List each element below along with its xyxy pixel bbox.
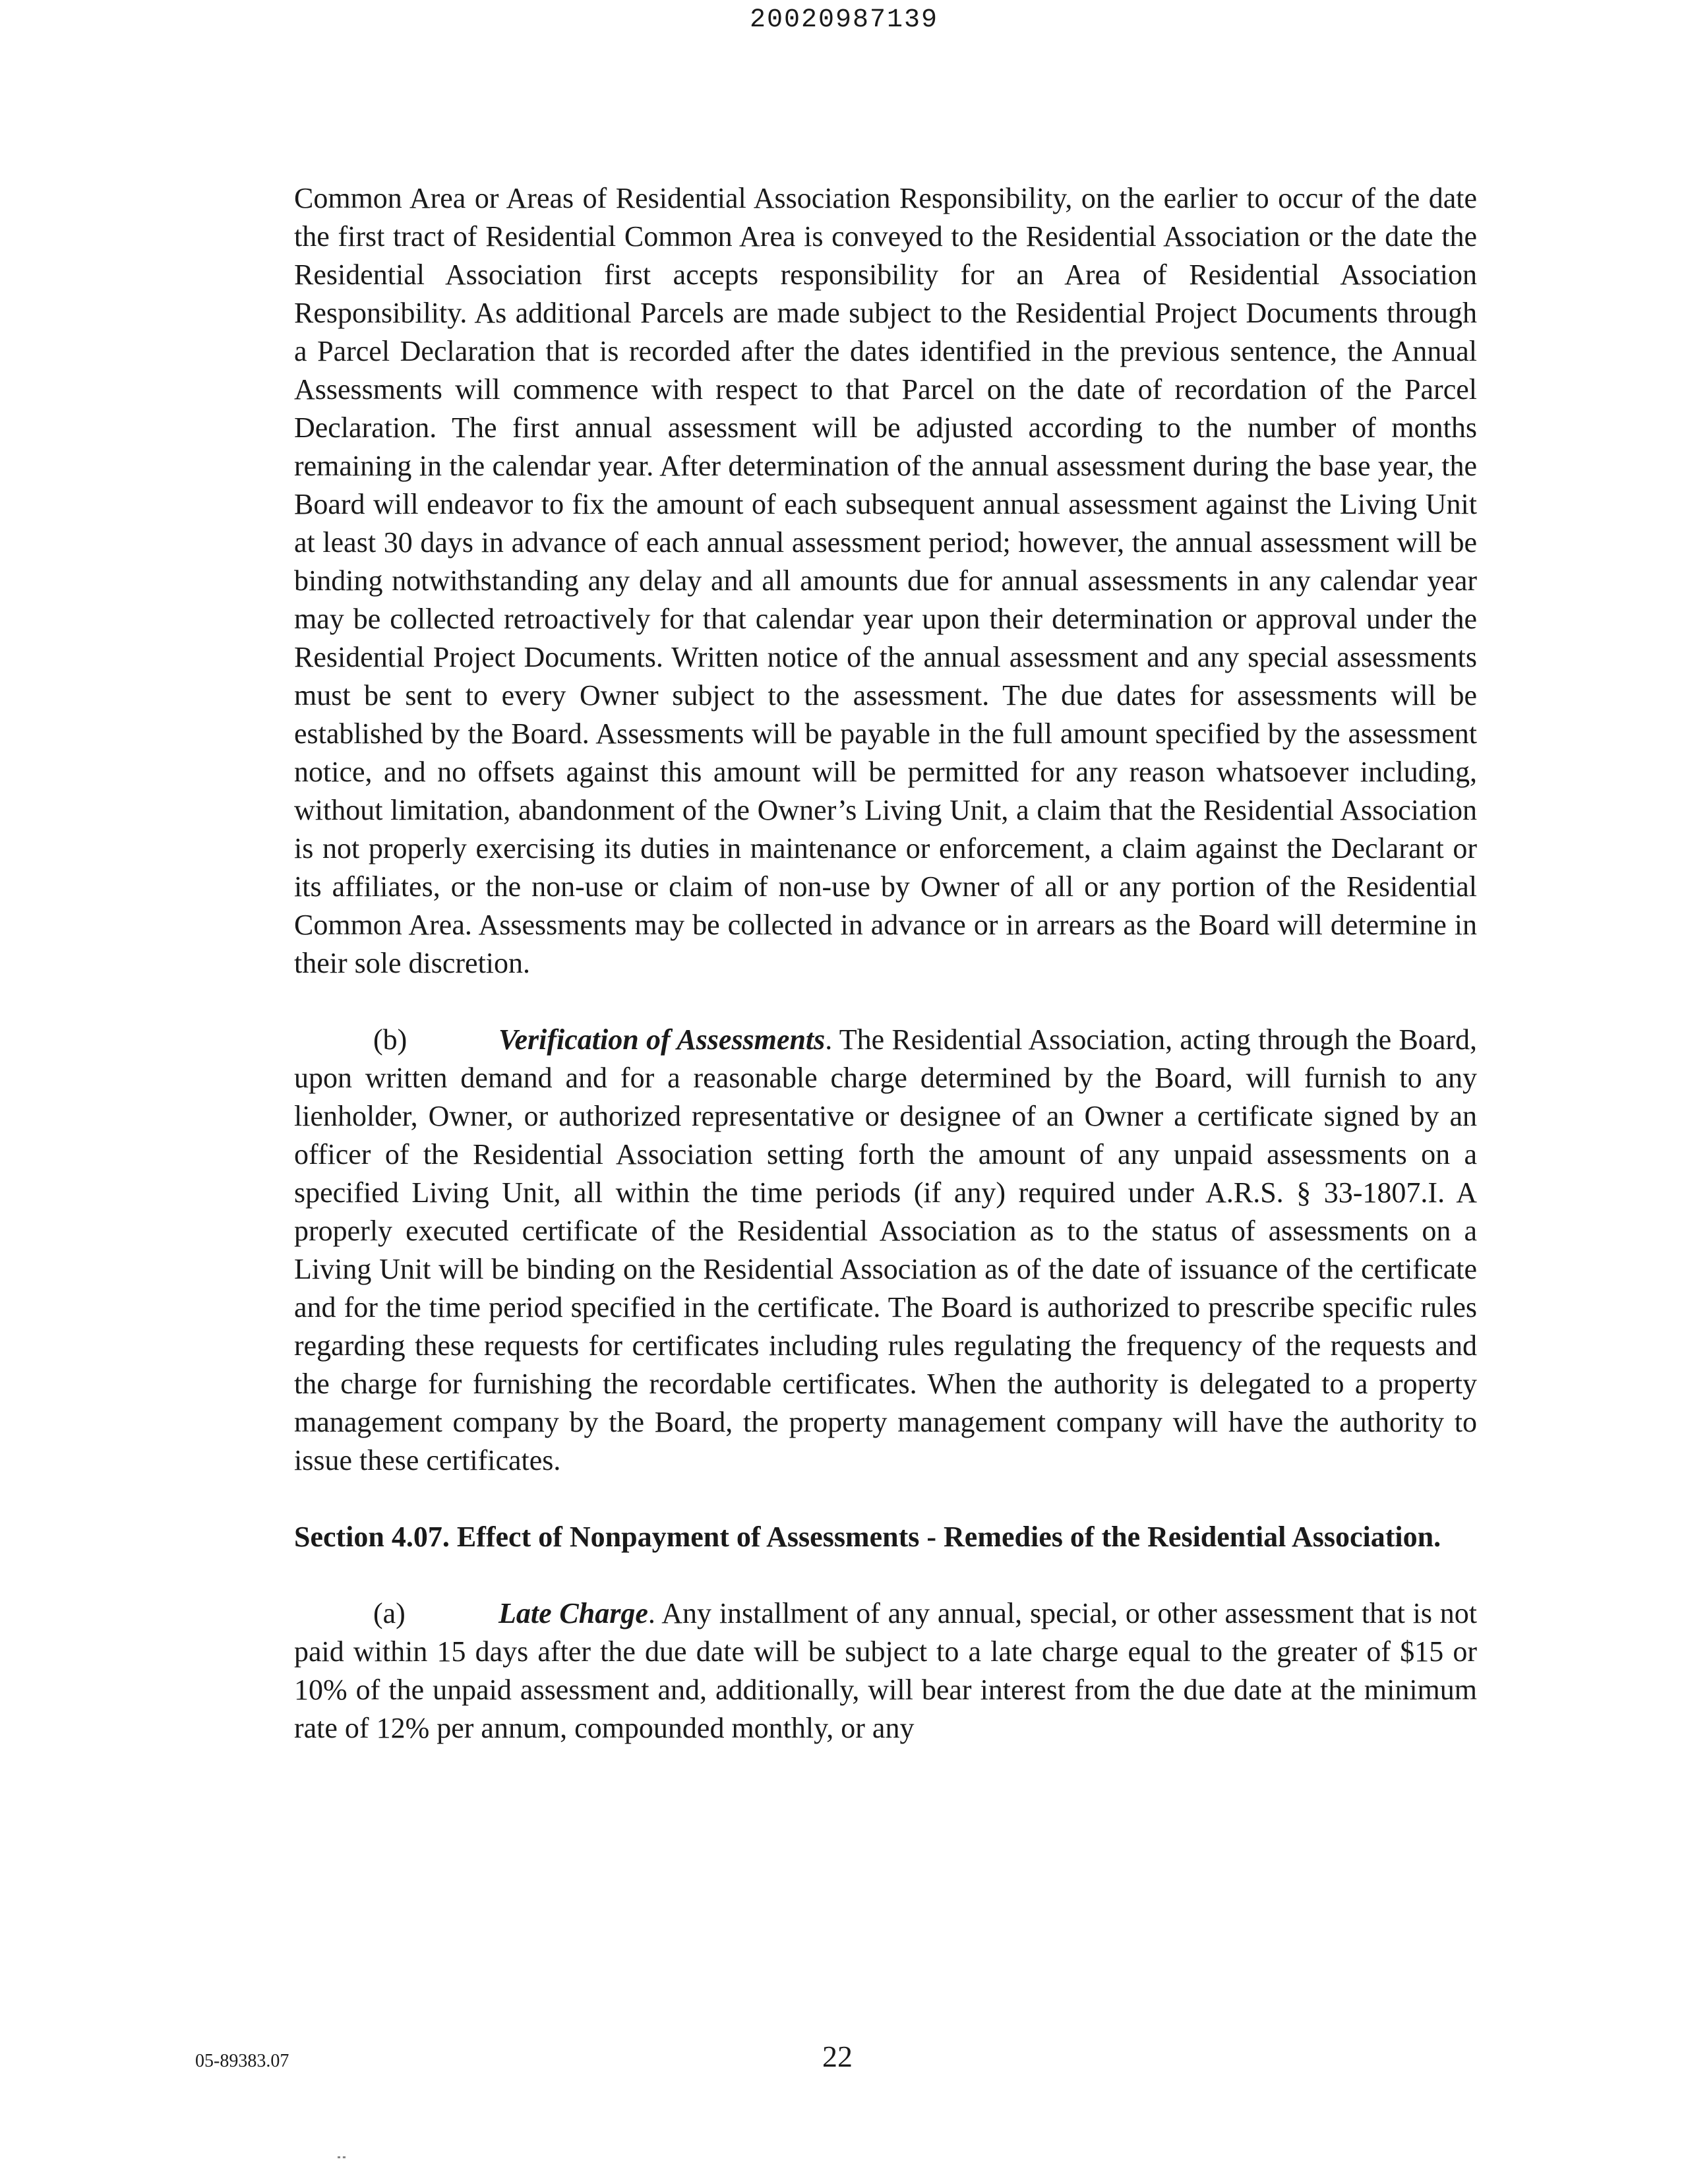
document-body: [294, 179, 1477, 1786]
verification-subheading: Verification of Assessments: [498, 1023, 826, 1056]
late-charge-text: . Any installment of any annual, special, or other assessment that is not paid within 15 days after the due date will be subject to a late charge equal to the greater of $15 or 10% of the unpaid assessment and, additionally, will bear interest from the due date at the minimum rate of 12% per annum, compounded monthly, or any: [294, 1597, 1477, 1744]
section-heading: Section 4.07. Effect of Nonpayment of Assessments - Remedies of the Residential Association.: [294, 1521, 1441, 1553]
verification-text: . The Residential Association, acting through the Board, upon written demand and for a reasonable charge determined by the Board, will furnish to any lienholder, Owner, or authorized representative or designee of an Owner a certificate signed by an officer of the Residential Association setting forth the amount of any unpaid assessments on a specified Living Unit, all within the time periods (if any) required under A.R.S. § 33-1807.I. A properly executed certificate of the Residential Association as to the status of assessments on a Living Unit will be binding on the Residential Association as of the date of issuance of the certificate and for the time period specified in the certificate. The Board is authorized to prescribe specific rules regarding these requests for certificates including rules regulating the frequency of the requests and the charge for furnishing the recordable certificates. When the authority is delegated to a property management company by the Board, the property management company will have the authority to issue these certificates.: [294, 1023, 1478, 1476]
late-charge-paragraph: [294, 1594, 1477, 1747]
footer-doc-id: 05-89383.07: [195, 2051, 289, 2071]
recording-number: 20020987139: [749, 5, 939, 35]
page-number: 22: [822, 2040, 853, 2073]
verification-paragraph: [294, 1021, 1477, 1480]
late-charge-subheading: Late Charge: [498, 1597, 648, 1629]
item-label-a: (a): [373, 1597, 406, 1629]
scan-artifact: [338, 2156, 346, 2161]
item-label-b: (b): [373, 1023, 407, 1056]
continuation-paragraph: Common Area or Areas of Residential Association Responsibility, on the earlier to occur of the date the first tract of Residential Common Area is conveyed to the Residential Association or the date the Residential Association first accepts responsibility for an Area of Residential Association Responsibility. As additional Parcels are made subject to the Residential Project Documents through a Parcel Declaration that is recorded after the dates identified in the previous sentence, the Annual Assessments will commence with respect to that Parcel on the date of recordation of the Parcel Declaration. The first annual assessment will be adjusted according to the number of months remaining in the calendar year. After determination of the annual assessment during the base year, the Board will endeavor to fix the amount of each subsequent annual assessment against the Living Unit at least 30 days in advance of each annual assessment period; however, the annual assessment will be binding notwithstanding any delay and all amounts due for annual assessments in any calendar year may be collected retroactively for that calendar year upon their determination or approval under the Residential Project Documents. Written notice of the annual assessment and any special assessments must be sent to every Owner subject to the assessment. The due dates for assessments will be established by the Board. Assessments will be payable in the full amount specified by the assessment notice, and no offsets against this amount will be permitted for any reason whatsoever including, without limitation, abandonment of the Owner’s Living Unit, a claim that the Residential Association is not properly exercising its duties in maintenance or enforcement, a claim against the Declarant or its affiliates, or the non-use or claim of non-use by Owner of all or any portion of the Residential Common Area. Assessments may be collected in advance or in arrears as the Board will determine in their sole discretion.: [294, 182, 1477, 979]
